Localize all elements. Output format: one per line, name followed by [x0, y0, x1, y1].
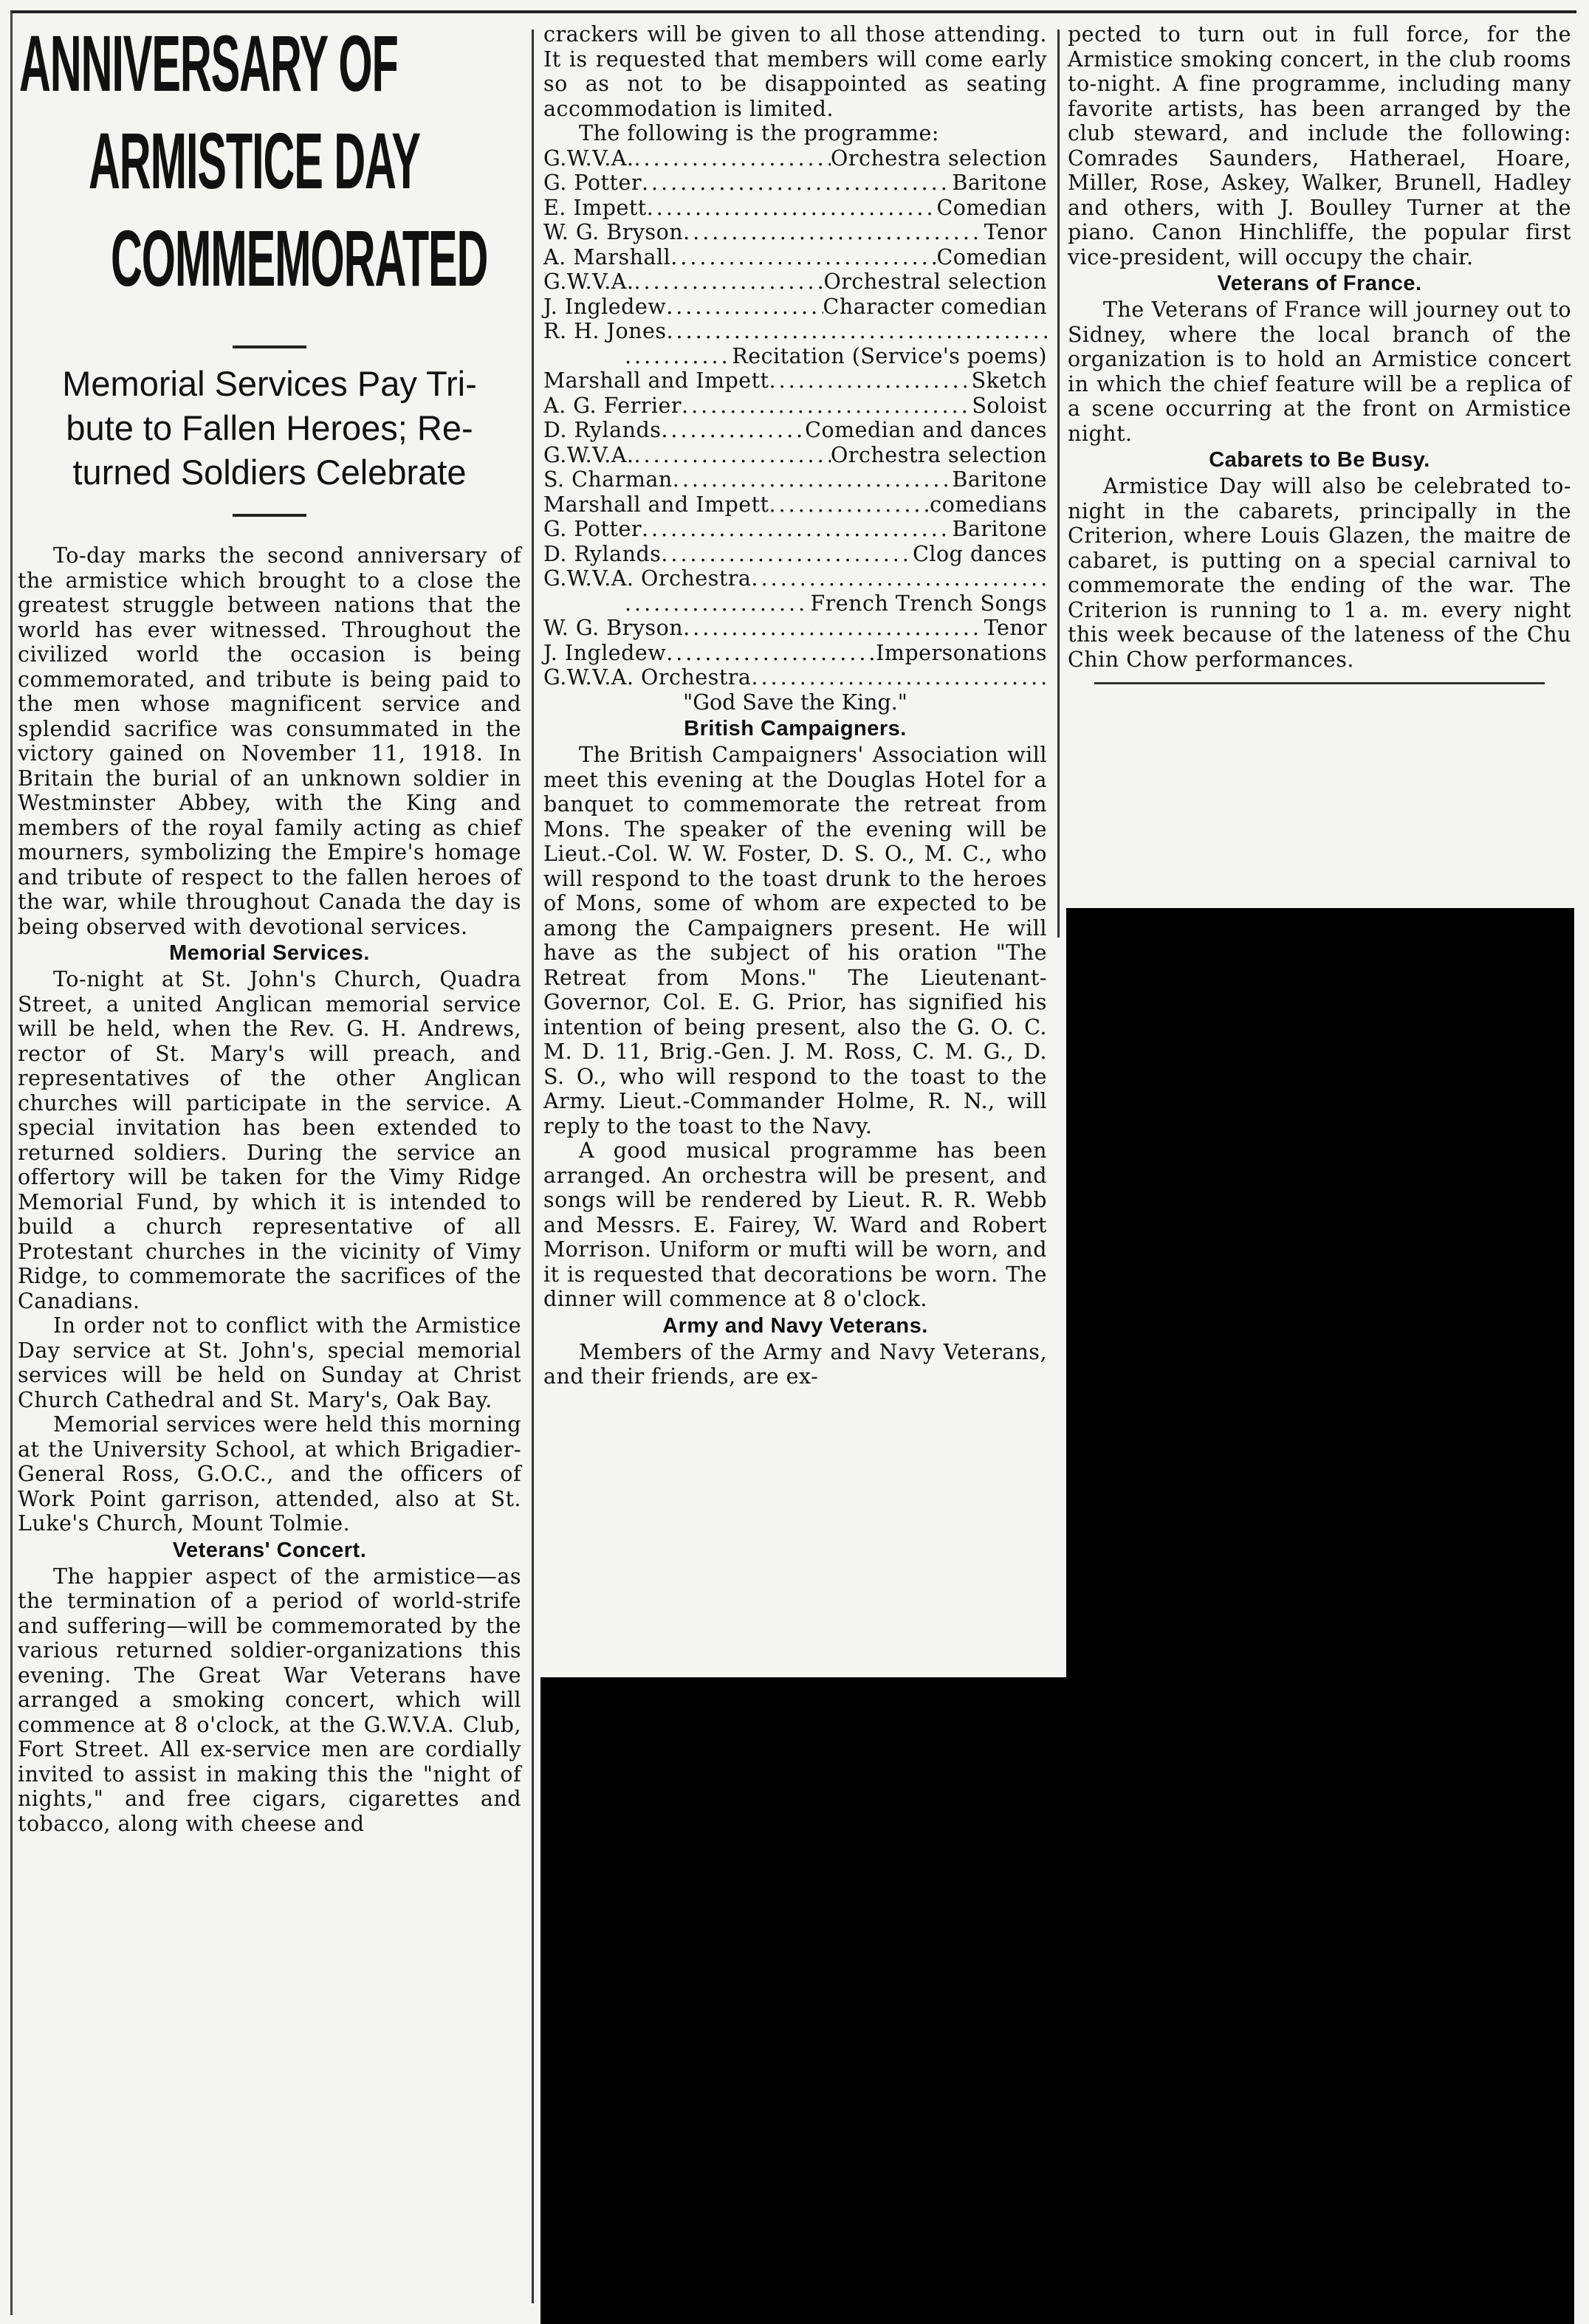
- programme-item: [543, 269, 1047, 295]
- headline: [15, 22, 524, 332]
- programme-item: [543, 171, 1047, 196]
- programme-item: [543, 220, 1047, 245]
- programme-role: Orchestra selection: [831, 145, 1047, 171]
- programme-item: [543, 295, 1047, 320]
- programme-role: Clog dances: [913, 541, 1047, 566]
- programme-performer: G.W.V.A.: [543, 442, 634, 467]
- deck-line: Memorial Services Pay Tri-: [62, 364, 477, 403]
- programme-performer: G. Potter: [543, 171, 642, 195]
- blacked-out-area: [1066, 908, 1574, 2324]
- deck-line: bute to Fallen Heroes; Re-: [66, 408, 473, 447]
- programme-role: Baritone: [952, 171, 1047, 195]
- paragraph: Members of the Army and Navy Veterans, and their friends, are ex-: [543, 1339, 1047, 1389]
- leader-dots: [661, 418, 805, 443]
- column-3: [1065, 22, 1574, 893]
- rule: [233, 345, 306, 348]
- paragraph: Memorial services were held this morning at the University School, at which Brigadier-General Ross, G.O.C., and the officers of Work Point garrison, attended, also at St. Luke's Church, Mount Tolmie.: [18, 1412, 521, 1536]
- programme-item: [543, 319, 1047, 344]
- leader-dots: [751, 566, 1047, 591]
- rule: [233, 514, 306, 517]
- section-heading: Veterans of France.: [1217, 272, 1422, 295]
- programme-item: [543, 566, 1047, 591]
- programme-performer: G.W.V.A. Orchestra: [543, 566, 752, 591]
- programme-performer: R. H. Jones: [543, 319, 667, 343]
- leader-dots: [634, 146, 831, 171]
- programme-item: [543, 492, 1047, 518]
- leader-dots: [661, 542, 913, 567]
- deck: [22, 362, 517, 495]
- programme-role: Orchestra selection: [831, 442, 1047, 467]
- article-body: [543, 22, 1047, 146]
- paragraph: In order not to conflict with the Armistice Day service at St. John's, special memorial services will be held on Sunday at Christ Church Cathedral and St. Mary's, Oak Bay.: [18, 1313, 521, 1412]
- programme-performer: G.W.V.A. Orchestra: [543, 665, 752, 690]
- programme-performer: A. Marshall: [543, 244, 671, 269]
- programme-role: Comedian: [936, 195, 1047, 220]
- programme-performer: G.W.V.A.: [543, 269, 634, 294]
- paragraph: Armistice Day will also be celebrated to-night in the cabarets, principally in the Criterion, where Louis Glazen, the maitre de cabaret, is putting on a special carnival to commemorate the ending of the war. The Criterion is running to 1 a. m. every night this week because of the lateness of the Chu Chin Chow performances.: [1068, 474, 1571, 672]
- leader-dots: [625, 344, 732, 369]
- leader-dots: [769, 492, 930, 518]
- programme-item: [543, 418, 1047, 443]
- programme-item: [543, 443, 1047, 468]
- programme-performer: G. Potter: [543, 517, 642, 541]
- programme-item: [543, 665, 1047, 690]
- leader-dots: [647, 196, 937, 221]
- blacked-out-area: [540, 1677, 1066, 2324]
- programme-performer: A. G. Ferrier: [543, 393, 682, 418]
- deck-line: turned Soldiers Celebrate: [72, 453, 467, 492]
- paragraph-continued: pected to turn out in full force, for the Armistice smoking concert, in the club rooms to-night. A fine programme, including many favorite artists, has been arranged by the club steward, and include the following: Comrades Saunders, Hatherael, Hoare, Miller, Rose, Askey, Walker, Brunell, Hadley and others, with J. Boulley Turner at the piano. Canon Hinchliffe, the popular first vice-president, will occupy the chair.: [1068, 22, 1571, 269]
- column-1: [15, 22, 524, 1836]
- section-heading: Veterans' Concert.: [172, 1538, 367, 1562]
- leader-dots: [670, 245, 936, 270]
- programme-performer: J. Ingledew: [543, 294, 667, 319]
- programme-performer: J. Ingledew: [543, 640, 667, 665]
- leader-dots: [683, 220, 984, 245]
- section-heading: British Campaigners.: [684, 717, 907, 740]
- leader-dots: [666, 319, 1047, 344]
- programme-performer: G.W.V.A.: [543, 145, 634, 171]
- programme-performer: E. Impett: [543, 195, 647, 220]
- programme-item: [543, 245, 1047, 270]
- programme-performer: Marshall and Impett: [543, 368, 769, 393]
- section-heading: Cabarets to Be Busy.: [1209, 448, 1430, 472]
- headline-line: COMMEMORATED: [111, 213, 488, 303]
- programme-role: Soloist: [972, 393, 1047, 418]
- programme-role: Recitation (Service's poems): [732, 343, 1047, 368]
- column-2: [540, 22, 1050, 1676]
- headline-line: ANNIVERSARY OF: [19, 22, 398, 108]
- article-body: [543, 715, 1047, 1389]
- programme-item: [543, 542, 1047, 567]
- leader-dots: [673, 467, 953, 492]
- programme-role: comedians: [930, 492, 1047, 517]
- programme-performer: W. G. Bryson: [543, 616, 684, 640]
- programme-item: [543, 393, 1047, 419]
- paragraph-continued: crackers will be given to all those attending. It is requested that members will come early so as not to be disappointed as seating accommodation is limited.: [543, 22, 1047, 121]
- leader-dots: [625, 591, 810, 616]
- programme-role: Comedian: [936, 244, 1047, 269]
- leader-dots: [634, 269, 823, 295]
- paragraph: The happier aspect of the armistice—as the termination of a period of world-strife and suffering—will be commemorated by the various returned soldier-organizations this evening. The Great War Veterans have arranged a smoking concert, which will commence at 8 o'clock, at the G.W.V.A. Club, Fort Street. All ex-service men are cordially invited to assist in making this the "night of nights," and free cigars, cigarettes and tobacco, along with cheese and: [18, 1564, 521, 1836]
- programme-role: Baritone: [952, 467, 1047, 492]
- programme-role: Tenor: [984, 616, 1047, 640]
- programme-role: French Trench Songs: [810, 591, 1047, 616]
- leader-dots: [634, 443, 831, 468]
- programme-role: Tenor: [984, 220, 1047, 244]
- column-rule: [532, 30, 534, 2303]
- leader-dots: [682, 393, 972, 419]
- programme-item: [543, 591, 1047, 616]
- programme-role: Character comedian: [823, 294, 1047, 319]
- programme-performer: D. Rylands: [543, 418, 662, 442]
- leader-dots: [666, 295, 823, 320]
- programme-list: [543, 146, 1047, 690]
- programme-role: Impersonations: [876, 640, 1047, 665]
- section-heading: Army and Navy Veterans.: [662, 1313, 928, 1338]
- leader-dots: [683, 616, 984, 641]
- leader-dots: [666, 641, 876, 666]
- programme-role: Orchestral selection: [823, 269, 1047, 294]
- article-body: [18, 543, 521, 1836]
- intro-paragraph: To-day marks the second anniversary of the armistice which brought to a close the greatest struggle between nations that the world has ever witnessed. Throughout the civilized world the occasion is being commemorated, and tribute is being paid to the men whose magnificent service and splendid sacrifice was consummated in the victory gained on November 11, 1918. In Britain the burial of an unknown soldier in Westminster Abbey, with the King and members of the royal family acting as chief mourners, symbolizing the Empire's homage and tribute of respect to the fallen heroes of the war, while throughout Canada the day is being observed with devotional services.: [18, 543, 521, 939]
- headline-line: ARMISTICE DAY: [89, 116, 420, 205]
- leader-dots: [769, 368, 972, 393]
- programme-item: [543, 467, 1047, 492]
- programme-closing: "God Save the King.": [683, 690, 907, 715]
- leader-dots: [642, 517, 953, 542]
- article-body: [1068, 22, 1571, 672]
- programme-role: Baritone: [952, 517, 1047, 541]
- section-heading: Memorial Services.: [169, 941, 370, 965]
- programme-item: [543, 146, 1047, 171]
- column-rule: [1057, 30, 1060, 938]
- leader-dots: [642, 171, 953, 196]
- programme-intro: The following is the programme:: [579, 121, 939, 145]
- programme-item: [543, 368, 1047, 393]
- paragraph: A good musical programme has been arranged. An orchestra will be present, and songs will be rendered by Lieut. R. R. Webb and Messrs. E. Fairey, W. Ward and Robert Morrison. Uniform or mufti will be worn, and it is requested that decorations be worn. The dinner will commence at 8 o'clock.: [543, 1138, 1047, 1311]
- end-rule: [1094, 682, 1545, 684]
- programme-item: [543, 196, 1047, 221]
- programme-item: [543, 344, 1047, 369]
- leader-dots: [751, 665, 1047, 690]
- programme-item: [543, 641, 1047, 666]
- programme-performer: W. G. Bryson: [543, 220, 684, 244]
- programme-performer: D. Rylands: [543, 541, 662, 566]
- programme-performer: Marshall and Impett: [543, 492, 769, 517]
- programme-item: [543, 616, 1047, 641]
- programme-role: Comedian and dances: [805, 418, 1047, 442]
- paragraph: To-night at St. John's Church, Quadra Street, a united Anglican memorial service will be held, when the Rev. G. H. Andrews, rector of St. Mary's will preach, and representatives of the other Anglican churches will participate in the service. A special invitation has been extended to returned soldiers. During the service an offertory will be taken for the Vimy Ridge Memorial Fund, by which it is intended to build a church representative of all Protestant churches in the vicinity of Vimy Ridge, to commemorate the sacrifices of the Canadians.: [18, 967, 521, 1313]
- programme-item: [543, 517, 1047, 542]
- programme-performer: S. Charman: [543, 467, 673, 492]
- paragraph: The British Campaigners' Association will meet this evening at the Douglas Hotel for a banquet to commemorate the retreat from Mons. The speaker of the evening will be Lieut.-Col. W. W. Foster, D. S. O., M. C., who will respond to the toast drunk to the heroes of Mons, some of whom are expected to be among the Campaigners present. He will have as the subject of his oration "The Retreat from Mons." The Lieutenant-Governor, Col. E. G. Prior, has signified his intention of being present, also the G. O. C. M. D. 11, Brig.-Gen. J. M. Ross, C. M. G., D. S. O., who will respond to the toast to the Army. Lieut.-Commander Holme, R. N., will reply to the toast to the Navy.: [543, 743, 1047, 1138]
- paragraph: The Veterans of France will journey out to Sidney, where the local branch of the organization is to hold an Armistice concert in which the chief feature will be a replica of a scene occurring at the front on Armistice night.: [1068, 298, 1571, 446]
- programme-role: Sketch: [971, 368, 1047, 393]
